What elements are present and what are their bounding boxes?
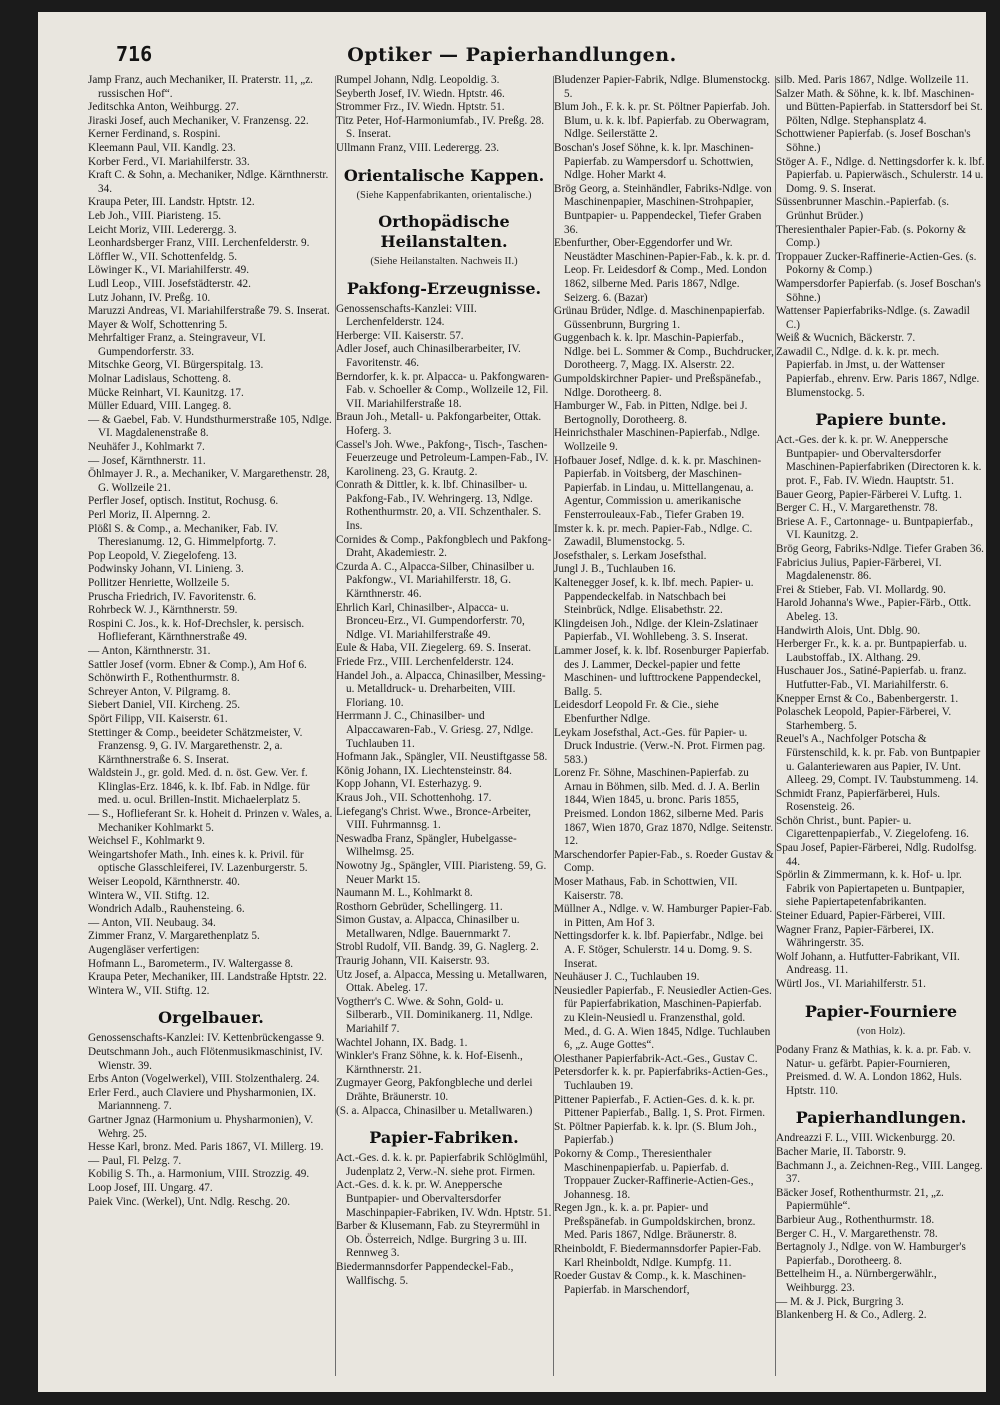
section-note: (Siehe Heilanstalten. Nachweis II.): [370, 256, 518, 268]
directory-entry: Bachmann J., a. Zeichnen-Reg., VIII. Langeg. 37.: [776, 1159, 983, 1186]
directory-entry: Herrmann J. C., Chinasilber- und Alpaccawaren-Fab., V. Griesg. 27, Ndlge. Tuchlauben 11.: [336, 710, 534, 750]
directory-entry: Cornides & Comp., Pakfongblech und Pakfong-Draht, Akademiestr. 2.: [336, 533, 552, 560]
directory-entry: Adler Josef, auch Chinasilberarbeiter, IV. Favoritenstr. 46.: [336, 343, 521, 369]
directory-entry: Rumpel Johann, Ndlg. Leopoldig. 3.: [336, 74, 500, 86]
directory-entry: Mitschke Georg, VI. Bürgerspitalg. 13.: [88, 359, 264, 372]
directory-entry: Kraus Joh., VII. Schottenhohg. 17.: [336, 791, 492, 804]
directory-entry: Gumpoldskirchner Papier- und Preßspänefab., Ndlge. Dorotheerg. 8.: [554, 373, 762, 399]
directory-entry: Öhlmayer J. R., a. Mechaniker, V. Margarethenstr. 28, G. Wollzeile 21.: [88, 468, 330, 494]
directory-entry: Kobilig S. Th., a. Harmonium, VIII. Strozzig. 49.: [88, 1168, 310, 1181]
directory-entry: Act.-Ges. der k. k. pr. W. Aneppersche Buntpapier- und Obervaltersdorfer Maschinen-Papierfabriken (Directoren k. k. prot. F., Fab. IV. Wiedn. Hauptstr. 51.: [776, 434, 982, 488]
directory-entry: Nowotny Jg., Spängler, VIII. Piaristeng. 59, G. Neuer Markt 15.: [336, 859, 547, 886]
directory-entry: Hofmann Jak., Spängler, VII. Neustiftgasse 58.: [336, 751, 548, 764]
directory-entry: Rosthorn Gebrüder, Schellingerg. 11.: [336, 900, 503, 913]
directory-entry: Berger C. H., V. Margarethenstr. 78.: [776, 1227, 938, 1240]
section-heading: Papierhandlungen.: [795, 1108, 967, 1128]
directory-entry: Klingdeisen Joh., Ndlge. der Klein-Zslatinaer Papierfab., VI. Wohllebeng. 3. S. Inserat.: [554, 617, 759, 644]
directory-entry: Neusiedler Papierfab., F. Neusiedler Actien-Ges. für Papierfabrikation, Maschinen-Papierfab. zu Klein-Neusiedl u. Franzensthal, gold. Med., d. G. A. Wien 1845, Ndlge. Tuchlauben 6, „z. Auge Gottes“.: [554, 984, 772, 1052]
directory-entry: Marschendorfer Papier-Fab., s. Roeder Gustav & Comp.: [554, 848, 774, 875]
directory-entry: Schönwirth F., Rothenthurmstr. 8.: [88, 672, 240, 685]
directory-entry: Wachtel Johann, IX. Badg. 1.: [336, 1036, 468, 1049]
directory-entry: Erbs Anton (Vogelwerkel), VIII. Stolzenthalerg. 24.: [88, 1073, 320, 1086]
directory-entry: Regen Jgn., k. k. a. pr. Papier- und Preßspänefab. in Gumpoldskirchen, bronz. Med. Paris 1867, Ndlge. Bräunerstr. 8.: [554, 1202, 756, 1242]
directory-page: [38, 12, 986, 1392]
directory-entry: Biedermannsdorfer Pappendeckel-Fab., Wallfischg. 5.: [336, 1260, 514, 1287]
column-1: [88, 74, 334, 1384]
running-title: Optiker — Papierhandlungen.: [347, 44, 677, 66]
directory-entry: Plößl S. & Comp., a. Mechaniker, Fab. IV. Theresianumg. 12, G. Himmelpfortg. 7.: [88, 522, 279, 549]
directory-entry: Wondrich Adalb., Rauhensteing. 6.: [88, 903, 245, 916]
directory-entry: Pokorny & Comp., Theresienthaler Maschinenpapierfab. u. Papierfab. d. Troppauer Zucker-Raffinerie-Actien-Ges., Johannesg. 18.: [554, 1147, 754, 1201]
directory-entry: Winkler's Franz Söhne, k. k. Hof-Eisenh., Kärnthnerstr. 21.: [336, 1050, 523, 1076]
directory-entry: Sattler Josef (vorm. Ebner & Comp.), Am Hof 6.: [88, 658, 307, 671]
directory-entry: Imster k. k. pr. mech. Papier-Fab., Ndlge. C. Zawadil, Blumenstockg. 5.: [554, 522, 753, 549]
directory-entry: Barbieur Aug., Rothenthurmstr. 18.: [776, 1214, 935, 1227]
directory-entry: Podany Franz & Mathias, k. k. a. pr. Fab. v. Natur- u. gefärbt. Papier-Fournieren, Preismed. d. W. A. London 1862, Huls. Hptstr. 110.: [776, 1044, 972, 1097]
directory-entry: Pruscha Friedrich, IV. Favoritenstr. 6.: [88, 590, 257, 603]
directory-entry: Perfler Josef, optisch. Institut, Rochusg. 6.: [88, 495, 279, 508]
directory-entry: Wampersdorfer Papierfab. (s. Josef Boschan's Söhne.): [776, 277, 981, 304]
directory-entry: Olesthaner Papierfabrik-Act.-Ges., Gustav C.: [554, 1052, 758, 1065]
directory-entry: König Johann, IX. Liechtensteinstr. 84.: [336, 764, 512, 777]
directory-entry: Zugmayer Georg, Pakfongbleche und derlei Drähte, Bräunerstr. 10.: [336, 1077, 533, 1103]
section-heading: Papier-Fourniere: [804, 1001, 958, 1021]
directory-entry: Augengläser verfertigen:: [88, 944, 200, 956]
directory-entry: Utz Josef, a. Alpacca, Messing u. Metallwaren, Ottak. Abeleg. 17.: [336, 968, 547, 995]
section-heading: Papier-Fabriken.: [369, 1128, 519, 1148]
directory-entry: Zimmer Franz, V. Margarethenplatz 5.: [88, 930, 260, 943]
directory-entry: Act.-Ges. d. k. k. pr. Papierfabrik Schlöglmühl, Judenplatz 2, Verw.-N. siehe prot. Firmen.: [336, 1152, 548, 1178]
directory-entry: Schmidt Franz, Papierfärberei, Huls. Rosensteig. 26.: [776, 787, 941, 814]
directory-entry: Bettelheim H., a. Nürnbergerwählr., Weihburgg. 23.: [776, 1268, 937, 1294]
directory-entry: silb. Med. Paris 1867, Ndlge. Wollzeile 11.: [776, 74, 969, 86]
directory-entry: Andreazzi F. L., VIII. Wickenburgg. 20.: [776, 1132, 956, 1145]
directory-entry: Rohrbeck W. J., Kärnthnerstr. 59.: [88, 604, 238, 617]
directory-entry: Act.-Ges. d. k. k. pr. W. Aneppersche Buntpapier- und Obervaltersdorfer Maschinpapier-Fabriken, IV. Wdn. Hptstr. 51.: [336, 1179, 552, 1219]
directory-entry: — Anton, VII. Neubaug. 34.: [88, 916, 216, 929]
directory-entry: Rheinboldt, F. Biedermannsdorfer Papier-Fab. Karl Rheinboldt, Ndlge. Kumpfg. 11.: [554, 1243, 762, 1269]
directory-entry: Seyberth Josef, IV. Wiedn. Hptstr. 46.: [336, 87, 505, 100]
directory-entry: Huschauer Jos., Satiné-Papierfab. u. franz. Hutfutter-Fab., VI. Mariahilferstr. 6.: [776, 665, 967, 691]
column-4: [776, 74, 986, 1384]
directory-entry: Cassel's Joh. Wwe., Pakfong-, Tisch-, Taschen-Feuerzeuge und Petroleum-Lampen-Fab., IV. Karolineng. 23, G. Krautg. 2.: [336, 438, 549, 478]
directory-entry: Guggenbach k. k. lpr. Maschin-Papierfab., Ndlge. bei L. Sommer & Comp., Buchdrucker, Dorotheerg. 7, Magg. IX. Alserstr. 22.: [554, 332, 774, 372]
directory-entry: Neuhäuser J. C., Tuchlauben 19.: [554, 971, 700, 984]
directory-entry: Schreyer Anton, V. Pilgramg. 8.: [88, 685, 231, 698]
directory-entry: St. Pöltner Papierfab. k. k. lpr. (S. Blum Joh., Papierfab.): [554, 1120, 757, 1147]
directory-entry: Boschan's Josef Söhne, k. k. lpr. Maschinen-Papierfab. zu Wampersdorf u. Schottwien, Ndlge. Hoher Markt 4.: [554, 141, 754, 182]
directory-entry: Leidesdorf Leopold Fr. & Cie., siehe Ebenfurther Ndlge.: [554, 699, 719, 725]
directory-entry: Bäcker Josef, Rothenthurmstr. 21, „z. Papiermühle“.: [776, 1186, 944, 1213]
directory-entry: Deutschmann Joh., auch Flötenmusikmaschinist, IV. Wienstr. 39.: [88, 1045, 323, 1072]
directory-entry: Rospini C. Jos., k. k. Hof-Drechsler, k. persisch. Hoflieferant, Kärnthnerstraße 49.: [88, 617, 305, 644]
directory-entry: Hofmann L., Barometerm., IV. Waltergasse 8.: [88, 957, 294, 970]
directory-entry: Traurig Johann, VII. Kaiserstr. 93.: [336, 955, 490, 968]
directory-entry: Blankenberg H. & Co., Adlerg. 2.: [776, 1309, 927, 1322]
directory-entry: Josefsthaler, s. Lerkam Josefsthal.: [554, 549, 707, 562]
directory-entry: Hofbauer Josef, Ndlge. d. k. k. pr. Maschinen-Papierfab. in Voitsberg, der Maschinen-Papierfab. in Lindau, u. Mittellangenau, a. Agentur, Commission u. amerikanische Fensterrouleaux-Fab., Tiefer Graben 19.: [554, 454, 762, 521]
directory-entry: Löwinger K., VI. Mariahilferstr. 49.: [88, 264, 250, 277]
directory-entry: — M. & J. Pick, Burgring 3.: [776, 1295, 904, 1308]
directory-entry: Frei & Stieber, Fab. VI. Mollardg. 90.: [776, 583, 946, 596]
directory-entry: Troppauer Zucker-Raffinerie-Actien-Ges. (s. Pokorny & Comp.): [776, 250, 977, 277]
section-heading: Pakfong-Erzeugnisse.: [346, 278, 542, 298]
directory-entry: Bludenzer Papier-Fabrik, Ndlge. Blumenstockg. 5.: [554, 74, 771, 100]
directory-entry: Pollitzer Henriette, Wollzeile 5.: [88, 576, 230, 589]
directory-entry: Nettingsdorfer k. k. lbf. Papierfabr., Ndlge. bei A. F. Stöger, Schulerstr. 14 u. Domg. 9. S. Inserat.: [554, 930, 764, 970]
section-heading: Orgelbauer.: [158, 1008, 264, 1028]
directory-entry: Podwinsky Johann, VI. Linieng. 3.: [88, 563, 244, 576]
directory-entry: Müller Eduard, VIII. Langeg. 8.: [88, 400, 232, 413]
directory-entry: Bertagnoly J., Ndlge. von W. Hamburger's Papierfab., Dorotheerg. 8.: [776, 1241, 966, 1267]
directory-entry: Siebert Daniel, VII. Kircheng. 25.: [88, 699, 241, 712]
directory-entry: Ebenfurther, Ober-Eggendorfer und Wr. Neustädter Maschinen-Papier-Fab., k. k. pr. d. Leop. Fr. Leidesdorf & Comp., Med. London 1862, silberne Med. Paris 1867, Ndlge. Seizerg. 6. (Bazar): [554, 237, 771, 304]
directory-entry: Theresienthaler Papier-Fab. (s. Pokorny & Comp.): [776, 223, 966, 250]
directory-entry: Jeditschka Anton, Weihburgg. 27.: [88, 101, 239, 114]
directory-entry: Friede Frz., VIII. Lerchenfelderstr. 124.: [336, 656, 514, 668]
directory-entry: Brög Georg, a. Steinhändler, Fabriks-Ndlge. von Maschinenpapier, Maschinen-Strohpapier, Buntpapier- u. Pappendeckel, Tiefer Graben 36.: [554, 182, 772, 236]
directory-entry: Berndorfer, k. k. pr. Alpacca- u. Pakfongwaren-Fab. v. Schoeller & Comp., Wollzeile 12, Fil. VII. Mariahilferstraße 18.: [336, 370, 549, 410]
directory-entry: Leb Joh., VIII. Piaristeng. 15.: [88, 209, 222, 222]
directory-entry: Ludl Leop., VIII. Josefstädterstr. 42.: [88, 277, 251, 290]
directory-entry: Kraupa Peter, III. Landstr. Hptstr. 12.: [88, 196, 255, 209]
directory-entry: Knepper Ernst & Co., Babenbergerstr. 1.: [776, 692, 959, 705]
directory-entry: Harold Johanna's Wwe., Papier-Färb., Ottk. Abeleg. 13.: [776, 597, 972, 623]
directory-entry: Steiner Eduard, Papier-Färberei, VIII.: [776, 910, 946, 923]
directory-entry: Würtl Jos., VI. Mariahilferstr. 51.: [776, 978, 926, 990]
section-heading: Orthopädische Heilanstalten.: [378, 212, 510, 252]
directory-entry: Korber Ferd., VI. Mariahilferstr. 33.: [88, 155, 250, 168]
directory-entry: Wintera W., VII. Stiftg. 12.: [88, 889, 210, 902]
directory-entry: Briese A. F., Cartonnage- u. Buntpapierfab., VI. Kaunitzg. 2.: [776, 515, 974, 542]
directory-entry: Kopp Johann, VI. Esterhazyg. 9.: [336, 778, 482, 791]
directory-entry: Czurda A. C., Alpacca-Silber, Chinasilber u. Pakfongw., VI. Mariahilferstr. 18, G. Kärnthnerstr. 46.: [336, 560, 535, 601]
directory-entry: Loop Josef, III. Ungarg. 47.: [88, 1181, 213, 1194]
directory-entry: Perl Moriz, II. Alpernng. 2.: [88, 509, 211, 521]
directory-entry: Leicht Moriz, VIII. Lederergg. 3.: [88, 223, 237, 236]
directory-entry: Handel Joh., a. Alpacca, Chinasilber, Messing- u. Metalldruck- u. Dreharbeiten, VIII. Floriang. 10.: [336, 669, 546, 709]
directory-entry: Zawadil C., Ndlge. d. k. k. pr. mech. Papierfab. in Jmst, u. der Wattenser Papierfab., ehrenv. Erw. Paris 1867, Ndlge. Blumenstockg. 5.: [776, 345, 980, 399]
directory-entry: Berger C. H., V. Margarethenstr. 78.: [776, 502, 938, 515]
directory-entry: Blum Joh., F. k. k. pr. St. Pöltner Papierfab. Joh. Blum, u. k. k. lbf. Papierfab. zu Oberwagram, Ndlge. Seilerstätte 2.: [554, 101, 771, 141]
directory-entry: Jamp Franz, auch Mechaniker, II. Praterstr. 11, „z. russischen Hof“.: [88, 74, 313, 100]
directory-entry: Conrath & Dittler, k. k. lbf. Chinasilber- u. Pakfong-Fab., IV. Wehringerg. 13, Ndlge. Rothenthurmstr. 20, a. VII. Schzenthaler. S. Ins.: [336, 479, 542, 533]
directory-entry: Naumann M. L., Kohlmarkt 8.: [336, 887, 473, 900]
column-2: [336, 74, 552, 1384]
directory-entry: Titz Peter, Hof-Harmoniumfab., IV. Preßg. 28. S. Inserat.: [336, 114, 545, 141]
directory-entry: Hamburger W., Fab. in Pitten, Ndlge. bei J. Bertognolly, Dorotheerg. 8.: [554, 400, 748, 426]
directory-entry: Fabricius Julius, Papier-Färberei, VI. Magdalenenstr. 86.: [776, 556, 942, 583]
directory-entry: Neuhäfer J., Kohlmarkt 7.: [88, 441, 205, 454]
directory-entry: Strobl Rudolf, VII. Bandg. 39, G. Naglerg. 2.: [336, 941, 539, 954]
directory-entry: Spau Josef, Papier-Färberei, Ndlg. Rudolfsg. 44.: [776, 842, 977, 868]
directory-entry: Leonhardsberger Franz, VIII. Lerchenfelderstr. 9.: [88, 237, 310, 250]
directory-entry: Spörlin & Zimmermann, k. k. Hof- u. lpr. Fabrik von Papiertapeten u. Buntpapier, siehe Papiertapetenfabrikanten.: [776, 869, 965, 909]
directory-entry: (S. a. Alpacca, Chinasilber u. Metallwaren.): [336, 1104, 533, 1117]
directory-entry: Pop Leopold, V. Ziegelofeng. 13.: [88, 549, 237, 562]
directory-entry: Weingartshofer Math., Inh. eines k. k. Privil. für optische Glasschleiferei, IV. Lazenburgerstr. 5.: [88, 848, 308, 875]
directory-entry: Polaschek Leopold, Papier-Färberei, V. Starhemberg. 5.: [776, 706, 952, 732]
directory-entry: Wattenser Papierfabriks-Ndlge. (s. Zawadil C.): [776, 305, 970, 331]
directory-entry: Mücke Reinhart, VI. Kaunitzg. 17.: [88, 386, 244, 399]
directory-entry: Paiek Vinc. (Werkel), Unt. Ndlg. Reschg. 20.: [88, 1195, 291, 1208]
directory-entry: Spört Filipp, VII. Kaiserstr. 61.: [88, 712, 228, 725]
page-number: 716: [116, 42, 153, 66]
section-heading: Papiere bunte.: [815, 410, 947, 430]
directory-entry: Jungl J. B., Tuchlauben 16.: [554, 563, 676, 576]
directory-entry: Handwirth Alois, Unt. Dblg. 90.: [776, 624, 921, 637]
directory-entry: Grünau Brüder, Ndlge. d. Maschinenpapierfab. Güssenbrunn, Burgring 1.: [554, 305, 765, 331]
directory-entry: Simon Gustav, a. Alpacca, Chinasilber u. Metallwaren, Ndlge. Bauernmarkt 7.: [336, 914, 520, 940]
directory-entry: Reuel's A., Nachfolger Potscha & Fürstenschild, k. k. pr. Fab. von Buntpapier u. Galanteriewaren aus Papier, IV. Unt. Alleeg. 29, Compt. IV. Taubstummeng. 14.: [776, 733, 981, 787]
directory-entry: Bauer Georg, Papier-Färberei V. Luftg. 1.: [776, 488, 962, 501]
directory-entry: Kraft C. & Sohn, a. Mechaniker, Ndlge. Kärnthnerstr. 34.: [88, 169, 329, 195]
directory-entry: Brög Georg, Fabriks-Ndlge. Tiefer Graben 36.: [776, 543, 984, 555]
directory-entry: Wolf Johann, a. Hutfutter-Fabrikant, VII. Andreasg. 11.: [776, 950, 960, 977]
directory-entry: Salzer Math. & Söhne, k. k. lbf. Maschinen- und Bütten-Papierfab. in Stattersdorf bei St. Pölten, Ndlge. Stephansplatz 4.: [776, 87, 983, 127]
directory-entry: Kaltenegger Josef, k. k. lbf. mech. Papier- u. Pappendeckelfab. in Natschbach bei Steinbrück, Ndlge. Elisabethstr. 22.: [554, 576, 754, 617]
directory-entry: Löffler W., VII. Schottenfeldg. 5.: [88, 250, 238, 263]
directory-entry: Wintera W., VII. Stiftg. 12.: [88, 984, 210, 997]
directory-entry: Roeder Gustav & Comp., k. k. Maschinen-Papierfab. in Marschendorf,: [554, 1270, 747, 1296]
column-3: [554, 74, 774, 1384]
directory-entry: Hesse Karl, bronz. Med. Paris 1867, VI. Millerg. 19.: [88, 1141, 324, 1154]
directory-entry: — Paul, Fl. Pelzg. 7.: [88, 1154, 182, 1167]
directory-entry: Liefegang's Christ. Wwe., Bronce-Arbeiter, VIII. Fuhrmannsg. 1.: [336, 805, 531, 832]
directory-entry: Mayer & Wolf, Schottenring 5.: [88, 318, 228, 331]
directory-entry: Süssenbrunner Maschin.-Papierfab. (s. Grünhut Brüder.): [776, 196, 950, 222]
directory-entry: — Anton, Kärnthnerstr. 31.: [88, 644, 211, 657]
directory-entry: Schottwiener Papierfab. (s. Josef Boschan's Söhne.): [776, 128, 971, 154]
directory-entry: Weiß & Wucnich, Bäckerstr. 7.: [776, 332, 916, 345]
directory-entry: Herberge: VII. Kaiserstr. 57.: [336, 329, 464, 342]
directory-entry: Müllner A., Ndlge. v. W. Hamburger Papier-Fab. in Pitten, Am Hof 3.: [554, 903, 773, 929]
directory-entry: Barber & Klusemann, Fab. zu Steyrermühl in Ob. Österreich, Ndlge. Burgring 3 u. III. Rennweg 3.: [336, 1220, 540, 1260]
directory-entry: Strommer Frz., IV. Wiedn. Hptstr. 51.: [336, 101, 505, 114]
directory-entry: Ehrlich Karl, Chinasilber-, Alpacca- u. Bronceu-Erz., VI. Gumpendorferstr. 70, Ndlge. VI. Mariahilferstraße 49.: [336, 601, 525, 641]
section-heading: Orientalische Kappen.: [343, 165, 545, 185]
directory-entry: Genossenschafts-Kanzlei: VIII. Lerchenfelderstr. 124.: [336, 302, 477, 329]
directory-entry: Neswadba Franz, Spängler, Hubelgasse-Wilhelmsg. 25.: [336, 832, 517, 859]
directory-entry: Lammer Josef, k. k. lbf. Rosenburger Papierfab. des J. Lammer, Deckel-papier und fette Maschinen- und lufttrockene Pappendeckel, Ballg. 5.: [554, 644, 770, 698]
directory-entry: Jiraski Josef, auch Mechaniker, V. Franzensg. 22.: [88, 114, 309, 127]
directory-entry: Wagner Franz, Papier-Färberei, IX. Währingerstr. 35.: [776, 923, 934, 950]
directory-entry: Lutz Johann, IV. Preßg. 10.: [88, 291, 211, 304]
directory-entry: Stöger A. F., Ndlge. d. Nettingsdorfer k. k. lbf. Papierfab. u. Papierwäsch., Schulerstr. 14 u. Domg. 9. S. Inserat.: [776, 155, 985, 195]
directory-entry: — & Gaebel, Fab. V. Hundsthurmerstraße 105, Ndlge. VI. Magdalenenstraße 8.: [88, 413, 332, 440]
directory-entry: Kerner Ferdinand, s. Rospini.: [88, 128, 221, 141]
directory-entry: Kraupa Peter, Mechaniker, III. Landstraße Hptstr. 22.: [88, 971, 327, 984]
directory-entry: Vogtherr's C. Wwe. & Sohn, Gold- u. Silberarb., VII. Dominikanerg. 11, Ndlge. Mariahilf 7.: [336, 995, 533, 1036]
directory-entry: Erler Ferd., auch Claviere und Physharmonien, IX. Mariannneng. 7.: [88, 1086, 317, 1113]
directory-entry: — Josef, Kärnthnerstr. 11.: [88, 454, 206, 467]
directory-entry: — S., Hoflieferant Sr. k. Hoheit d. Prinzen v. Wales, a. Mechaniker Kohlmarkt 5.: [88, 808, 333, 834]
section-note: (von Holz).: [856, 1025, 906, 1037]
directory-entry: Lorenz Fr. Söhne, Maschinen-Papierfab. zu Arnau in Böhmen, silb. Med. d. J. A. Berlin 1844, Wien 1845, u. bronc. Paris 1855, Preismed. London 1862, silberne Med. Paris 1867, Wien 1870, Graz 1870, Ndlge. Seitenstr. 12.: [554, 767, 774, 848]
directory-entry: Weichsel F., Kohlmarkt 9.: [88, 835, 205, 848]
directory-entry: Leykam Josefsthal, Act.-Ges. für Papier- u. Druck Industrie. (Verw.-N. Prot. Firmen pag. 583.): [554, 726, 766, 766]
directory-entry: Mehrfaltiger Franz, a. Steingraveur, VI. Gumpendorferstr. 33.: [88, 332, 266, 358]
directory-entry: Waldstein J., gr. gold. Med. d. n. öst. Gew. Ver. f. Klinglas-Erz. 1846, k. k. Ibf. Fab. in Ndlge. für med. u. ocul. Brillen-Instit. Michaelerplatz 5.: [88, 767, 310, 807]
page-header: [38, 12, 986, 74]
directory-entry: Heinrichsthaler Maschinen-Papierfab., Ndlge. Wollzeile 9.: [554, 427, 760, 454]
directory-entry: Bacher Marie, II. Taborstr. 9.: [776, 1146, 907, 1159]
section-note: (Siehe Kappenfabrikanten, orientalische.): [356, 189, 532, 201]
directory-entry: Schön Christ., bunt. Papier- u. Cigarettenpapierfab., V. Ziegelofeng. 16.: [776, 814, 969, 841]
directory-entry: Petersdorfer k. k. pr. Papierfabriks-Actien-Ges., Tuchlauben 19.: [554, 1066, 769, 1092]
directory-entry: Genossenschafts-Kanzlei: IV. Kettenbrückengasse 9.: [88, 1032, 325, 1045]
directory-entry: Maruzzi Andreas, VI. Mariahilferstraße 79. S. Inserat.: [88, 305, 330, 318]
directory-entry: Molnar Ladislaus, Schotteng. 8.: [88, 373, 231, 386]
directory-entry: Eule & Haba, VII. Ziegelerg. 69. S. Inserat.: [336, 642, 531, 655]
directory-entry: Braun Joh., Metall- u. Pakfongarbeiter, Ottak. Hoferg. 3.: [336, 411, 542, 437]
directory-entry: Weiser Leopold, Kärnthnerstr. 40.: [88, 876, 240, 889]
directory-entry: Gartner Jgnaz (Harmonium u. Physharmonien), V. Wehrg. 25.: [88, 1113, 314, 1140]
directory-entry: Kleemann Paul, VII. Kandlg. 23.: [88, 141, 236, 154]
directory-entry: Pittener Papierfab., F. Actien-Ges. d. k. k. pr. Pittener Papierfab., Ballg. 1, S. Prot. Firmen.: [554, 1093, 766, 1120]
directory-entry: Herberger Fr., k. k. a. pr. Buntpapierfab. u. Laubstoffab., IX. Althang. 29.: [776, 638, 967, 664]
directory-entry: Stettinger & Comp., beeideter Schätzmeister, V. Franzensg. 9, G. IV. Margarethenstr. 2, a. Kärnthnerstraße 6. S. Inserat.: [88, 726, 303, 766]
directory-entry: Ullmann Franz, VIII. Lederergg. 23.: [336, 141, 499, 154]
directory-entry: Moser Mathaus, Fab. in Schottwien, VII. Kaiserstr. 78.: [554, 876, 738, 902]
